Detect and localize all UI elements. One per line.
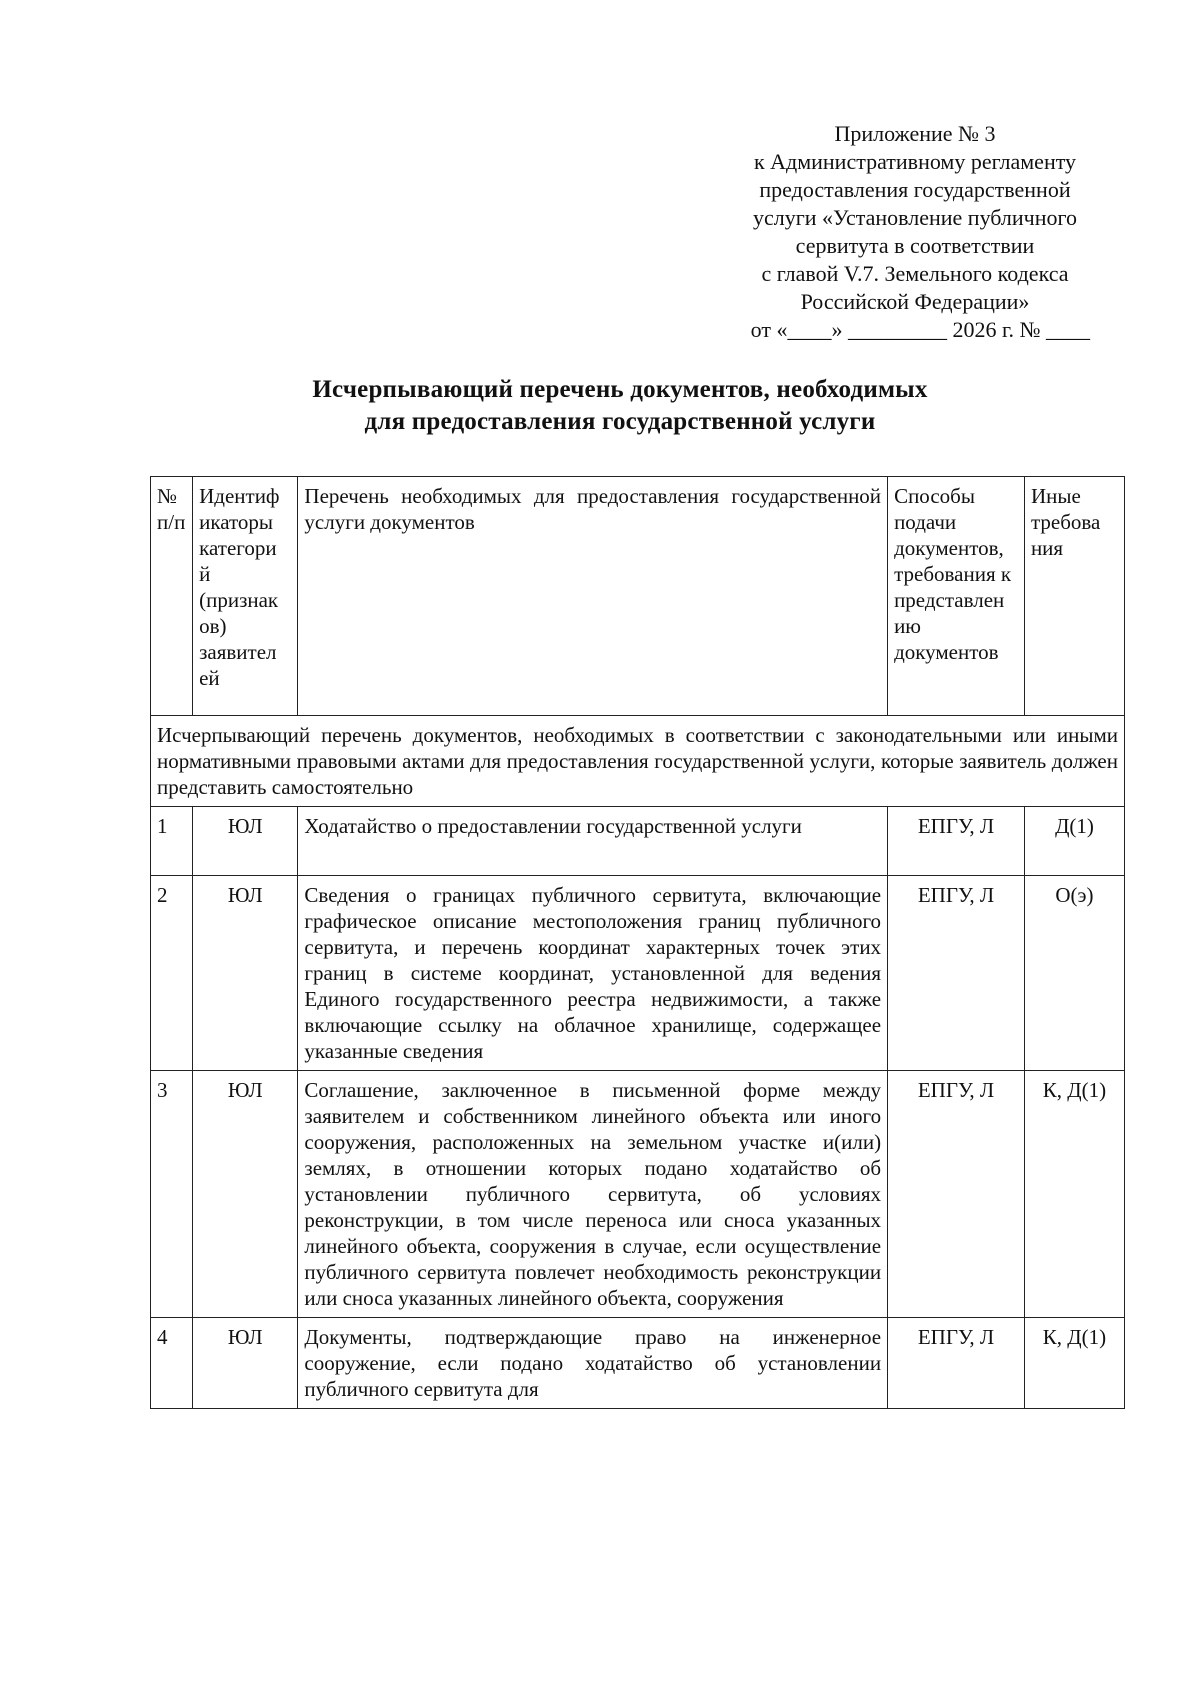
row-num: 1	[151, 807, 193, 876]
document-title-line-1: Исчерпывающий перечень документов, необходимых	[312, 376, 928, 403]
row-document: Сведения о границах публичного сервитута, включающие графическое описание местоположения границ публичного сервитута, и перечень координат характерных точек этих границ в системе координат, установленной для ведения Единого государственного реестра недвижимости, а также включающие ссылку на облачное хранилище, содержащее указанные сведения	[298, 876, 888, 1071]
row-submission-method: ЕПГУ, Л	[888, 876, 1025, 1071]
row-submission-method: ЕПГУ, Л	[888, 1318, 1025, 1409]
appendix-line: предоставления государственной	[759, 177, 1071, 202]
appendix-line: Российской Федерации»	[800, 289, 1030, 314]
row-num: 3	[151, 1071, 193, 1318]
table-header-row	[151, 477, 1125, 716]
appendix-header	[715, 120, 1115, 344]
appendix-line: Приложение № 3	[834, 121, 996, 146]
row-requirement: К, Д(1)	[1024, 1318, 1124, 1409]
row-identifier: ЮЛ	[193, 876, 298, 1071]
row-submission-method: ЕПГУ, Л	[888, 807, 1025, 876]
header-num: № п/п	[151, 477, 193, 716]
documents-table	[150, 476, 1125, 1409]
row-identifier: ЮЛ	[193, 807, 298, 876]
header-other-requirements: Иные требова ния	[1024, 477, 1124, 716]
row-requirement: К, Д(1)	[1024, 1071, 1124, 1318]
header-document-list: Перечень необходимых для предоставления государственной услуги документов	[298, 477, 888, 716]
appendix-line: с главой V.7. Земельного кодекса	[761, 261, 1069, 286]
table-row	[151, 1318, 1125, 1409]
header-submission-methods: Способы подачи документов, требования к представлен ию документов	[888, 477, 1025, 716]
row-identifier: ЮЛ	[193, 1071, 298, 1318]
appendix-line: услуги «Установление публичного	[752, 205, 1077, 230]
section-heading: Исчерпывающий перечень документов, необходимых в соответствии с законодательными или иными нормативными правовыми актами для предоставления государственной услуги, которые заявитель должен представить самостоятельно	[151, 716, 1125, 807]
document-title-line-2: для предоставления государственной услуги	[364, 408, 876, 435]
appendix-date-line: от «____» _________ 2026 г. № ____	[750, 317, 1090, 342]
row-requirement: Д(1)	[1024, 807, 1124, 876]
table-section-row	[151, 716, 1125, 807]
row-requirement: О(э)	[1024, 876, 1124, 1071]
table-row	[151, 807, 1125, 876]
table-row	[151, 1071, 1125, 1318]
row-num: 2	[151, 876, 193, 1071]
row-identifier: ЮЛ	[193, 1318, 298, 1409]
table-row	[151, 876, 1125, 1071]
row-document: Соглашение, заключенное в письменной форме между заявителем и собственником линейного объекта или иного сооружения, расположенных на земельном участке и(или) землях, в отношении которых подано ходатайство об установлении публичного сервитута, об условиях реконструкции, в том числе переноса или сноса указанных линейного объекта, сооружения в случае, если осуществление публичного сервитута повлечет необходимость реконструкции или сноса указанных линейного объекта, сооружения	[298, 1071, 888, 1318]
appendix-line: сервитута в соответствии	[795, 233, 1035, 258]
row-num: 4	[151, 1318, 193, 1409]
document-title	[190, 374, 1050, 438]
row-document: Документы, подтверждающие право на инженерное сооружение, если подано ходатайство об установлении публичного сервитута для	[298, 1318, 888, 1409]
header-identifiers: Идентиф икаторы категори й (признак ов) заявител ей	[193, 477, 298, 716]
row-submission-method: ЕПГУ, Л	[888, 1071, 1025, 1318]
appendix-line: к Административному регламенту	[753, 149, 1077, 174]
row-document: Ходатайство о предоставлении государственной услуги	[298, 807, 888, 876]
